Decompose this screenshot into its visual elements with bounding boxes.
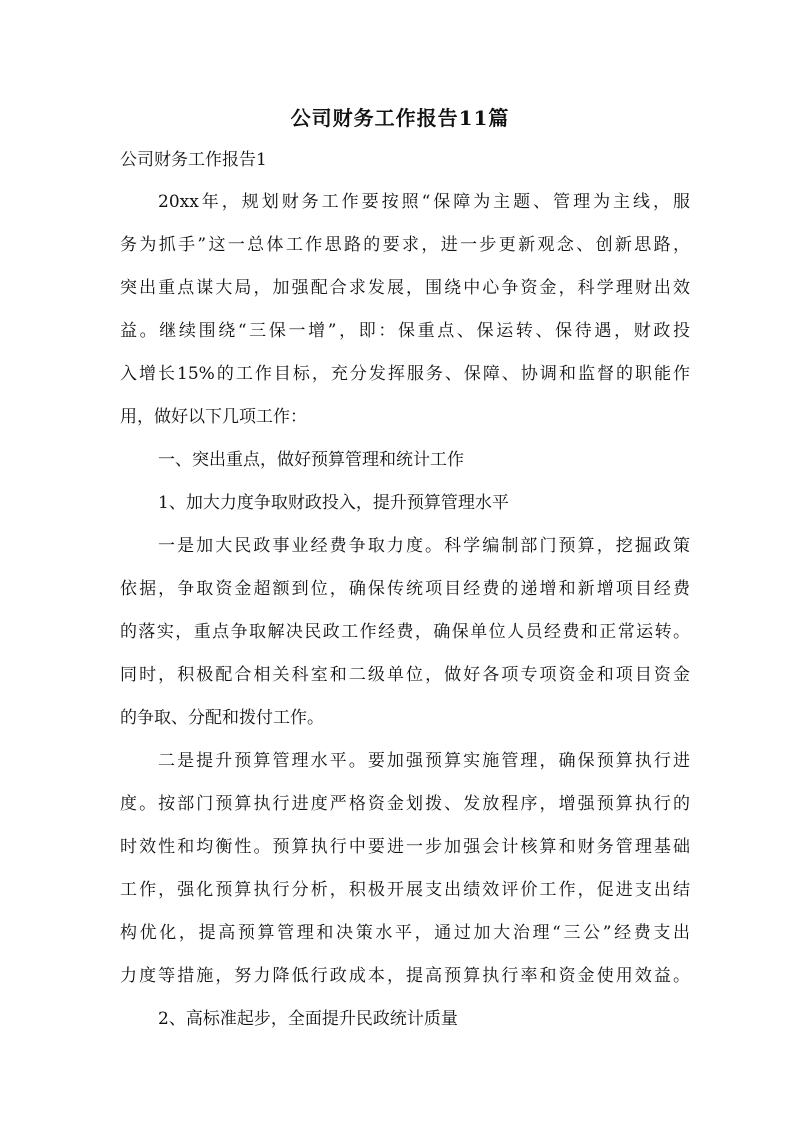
paragraph-line: 入增长15%的工作目标，充分发挥服务、保障、协调和监督的职能作 [120, 364, 690, 384]
paragraph-line: 同时，积极配合相关科室和二级单位，做好各项专项资金和项目资金 [120, 665, 690, 685]
paragraph-line: 务为抓手”这一总体工作思路的要求，进一步更新观念、创新思路， [120, 235, 690, 255]
subsection-heading: 1、加大力度争取财政投入，提升预算管理水平 [158, 493, 509, 513]
paragraph-line: 构优化，提高预算管理和决策水平，通过加大治理“三公”经费支出 [120, 923, 690, 943]
paragraph-line: 二是提升预算管理水平。要加强预算实施管理，确保预算执行进 [158, 751, 690, 771]
paragraph-line: 的争取、分配和拨付工作。 [120, 708, 324, 728]
paragraph-line: 用，做好以下几项工作： [120, 407, 307, 427]
section-heading: 一、突出重点，做好预算管理和统计工作 [158, 450, 464, 470]
paragraph-line: 的落实，重点争取解决民政工作经费，确保单位人员经费和正常运转。 [120, 622, 690, 642]
paragraph-line: 益。继续围绕“三保一增”，即：保重点、保运转、保待遇，财政投 [120, 321, 690, 341]
paragraph-line: 依据，争取资金超额到位，确保传统项目经费的递增和新增项目经费 [120, 579, 690, 599]
report-subtitle: 公司财务工作报告1 [120, 150, 267, 170]
paragraph-line: 度。按部门预算执行进度严格资金划拨、发放程序，增强预算执行的 [120, 794, 690, 814]
document-title: 公司财务工作报告11篇 [290, 106, 510, 130]
subsection-heading: 2、高标准起步，全面提升民政统计质量 [158, 1009, 458, 1029]
paragraph-line: 工作，强化预算执行分析，积极开展支出绩效评价工作，促进支出结 [120, 880, 690, 900]
paragraph-line: 一是加大民政事业经费争取力度。科学编制部门预算，挖掘政策 [158, 536, 690, 556]
paragraph-line: 20xx年，规划财务工作要按照“保障为主题、管理为主线，服 [158, 192, 690, 212]
paragraph-line: 突出重点谋大局，加强配合求发展，围绕中心争资金，科学理财出效 [120, 278, 690, 298]
paragraph-line: 时效性和均衡性。预算执行中要进一步加强会计核算和财务管理基础 [120, 837, 690, 857]
paragraph-line: 力度等措施，努力降低行政成本，提高预算执行率和资金使用效益。 [120, 966, 690, 986]
